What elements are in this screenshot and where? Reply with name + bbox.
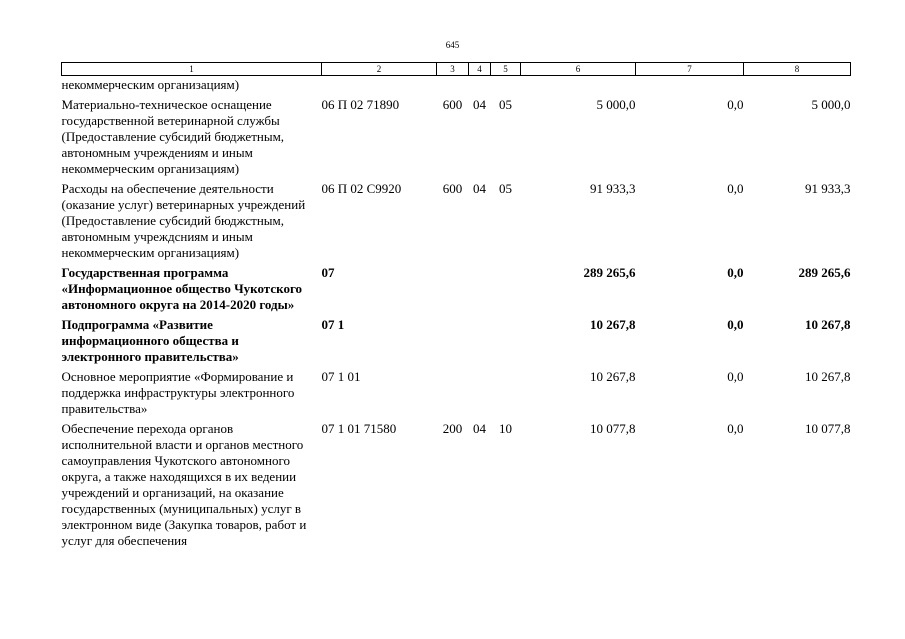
row-value-7: 0,0 [727,181,744,196]
row-rz [469,369,491,421]
row-vr [437,317,469,369]
row-value-8: 289 265,6 [798,265,851,280]
row-value-7: 0,0 [727,317,744,332]
row-vr [437,265,469,317]
row-rz [469,317,491,369]
header-col-2: 2 [322,63,437,76]
header-col-7: 7 [636,63,744,76]
table-row [62,76,851,98]
row-value-7: 0,0 [727,421,744,436]
row-code [322,76,437,98]
row-pr [491,317,521,369]
table-row [62,181,851,265]
header-col-1: 1 [62,63,322,76]
header-col-4: 4 [469,63,491,76]
row-pr: 05 [499,97,512,112]
row-value-6: 10 267,8 [590,317,636,332]
budget-table [61,62,851,553]
row-code: 07 1 01 71580 [321,421,397,436]
row-code: 07 1 01 [321,369,361,384]
row-name: Государственная программа «Информационное общество Чукотского автономного округа на 2014-2020 годы» [61,265,303,312]
table-row [62,97,851,181]
row-pr: 10 [499,421,512,436]
row-rz: 04 [473,97,486,112]
row-rz [469,265,491,317]
row-code: 07 1 [321,317,345,332]
row-value-6: 289 265,6 [583,265,636,280]
row-pr [491,76,521,98]
row-pr [491,265,521,317]
row-name: некоммерческим организациям) [61,77,240,92]
row-pr [491,369,521,421]
row-name: Материально-техническое оснащение государственной ветеринарной службы (Предоставление субсидий бюджетным, автономным учреждениям и иным некоммерческим организациям) [61,97,285,176]
page-number: 645 [445,40,460,50]
row-vr: 600 [442,97,463,112]
row-value-6: 91 933,3 [590,181,636,196]
row-value-6 [521,76,636,98]
table-row-program [62,265,851,317]
row-code: 07 [321,265,335,280]
table-header-row [62,63,851,76]
header-col-6: 6 [521,63,636,76]
row-vr [437,369,469,421]
row-value-8: 10 267,8 [805,317,851,332]
row-value-8: 91 933,3 [805,181,851,196]
row-rz: 04 [473,181,486,196]
row-value-6: 10 267,8 [590,369,636,384]
row-vr: 200 [442,421,463,436]
row-vr [437,76,469,98]
row-value-7: 0,0 [727,97,744,112]
header-col-5: 5 [491,63,521,76]
row-value-8 [744,76,851,98]
row-rz: 04 [473,421,486,436]
row-name: Подпрограмма «Развитие информационного общества и электронного правительства» [61,317,239,364]
row-name: Основное мероприятие «Формирование и поддержка инфраструктуры электронного правительства» [61,369,295,416]
header-col-3: 3 [437,63,469,76]
row-value-7: 0,0 [727,265,744,280]
table-row [62,421,851,553]
row-rz [469,76,491,98]
row-value-7: 0,0 [727,369,744,384]
row-code: 06 П 02 71890 [321,97,400,112]
row-value-6: 5 000,0 [596,97,636,112]
header-col-8: 8 [744,63,851,76]
row-pr: 05 [499,181,512,196]
row-value-7 [636,76,744,98]
table-row [62,369,851,421]
row-name: Обеспечение перехода органов исполнительной власти и органов местного самоуправления Чукотского автономного округа, а также находящихся в их ведении учреждений и организаций, на оказание государственных (муниципальных) услуг в электронном виде (Закупка товаров, работ и услуг для обеспечения [61,421,307,548]
table-row-subprogram [62,317,851,369]
row-value-8: 10 077,8 [805,421,851,436]
row-value-8: 5 000,0 [811,97,851,112]
row-vr: 600 [442,181,463,196]
row-name: Расходы на обеспечение деятельности (оказание услуг) ветеринарных учреждений (Предоставление субсидий бюджстным, автономным учреждсниям и иным некоммерческим организациям) [61,181,306,260]
row-code: 06 П 02 С9920 [321,181,402,196]
row-value-8: 10 267,8 [805,369,851,384]
row-value-6: 10 077,8 [590,421,636,436]
